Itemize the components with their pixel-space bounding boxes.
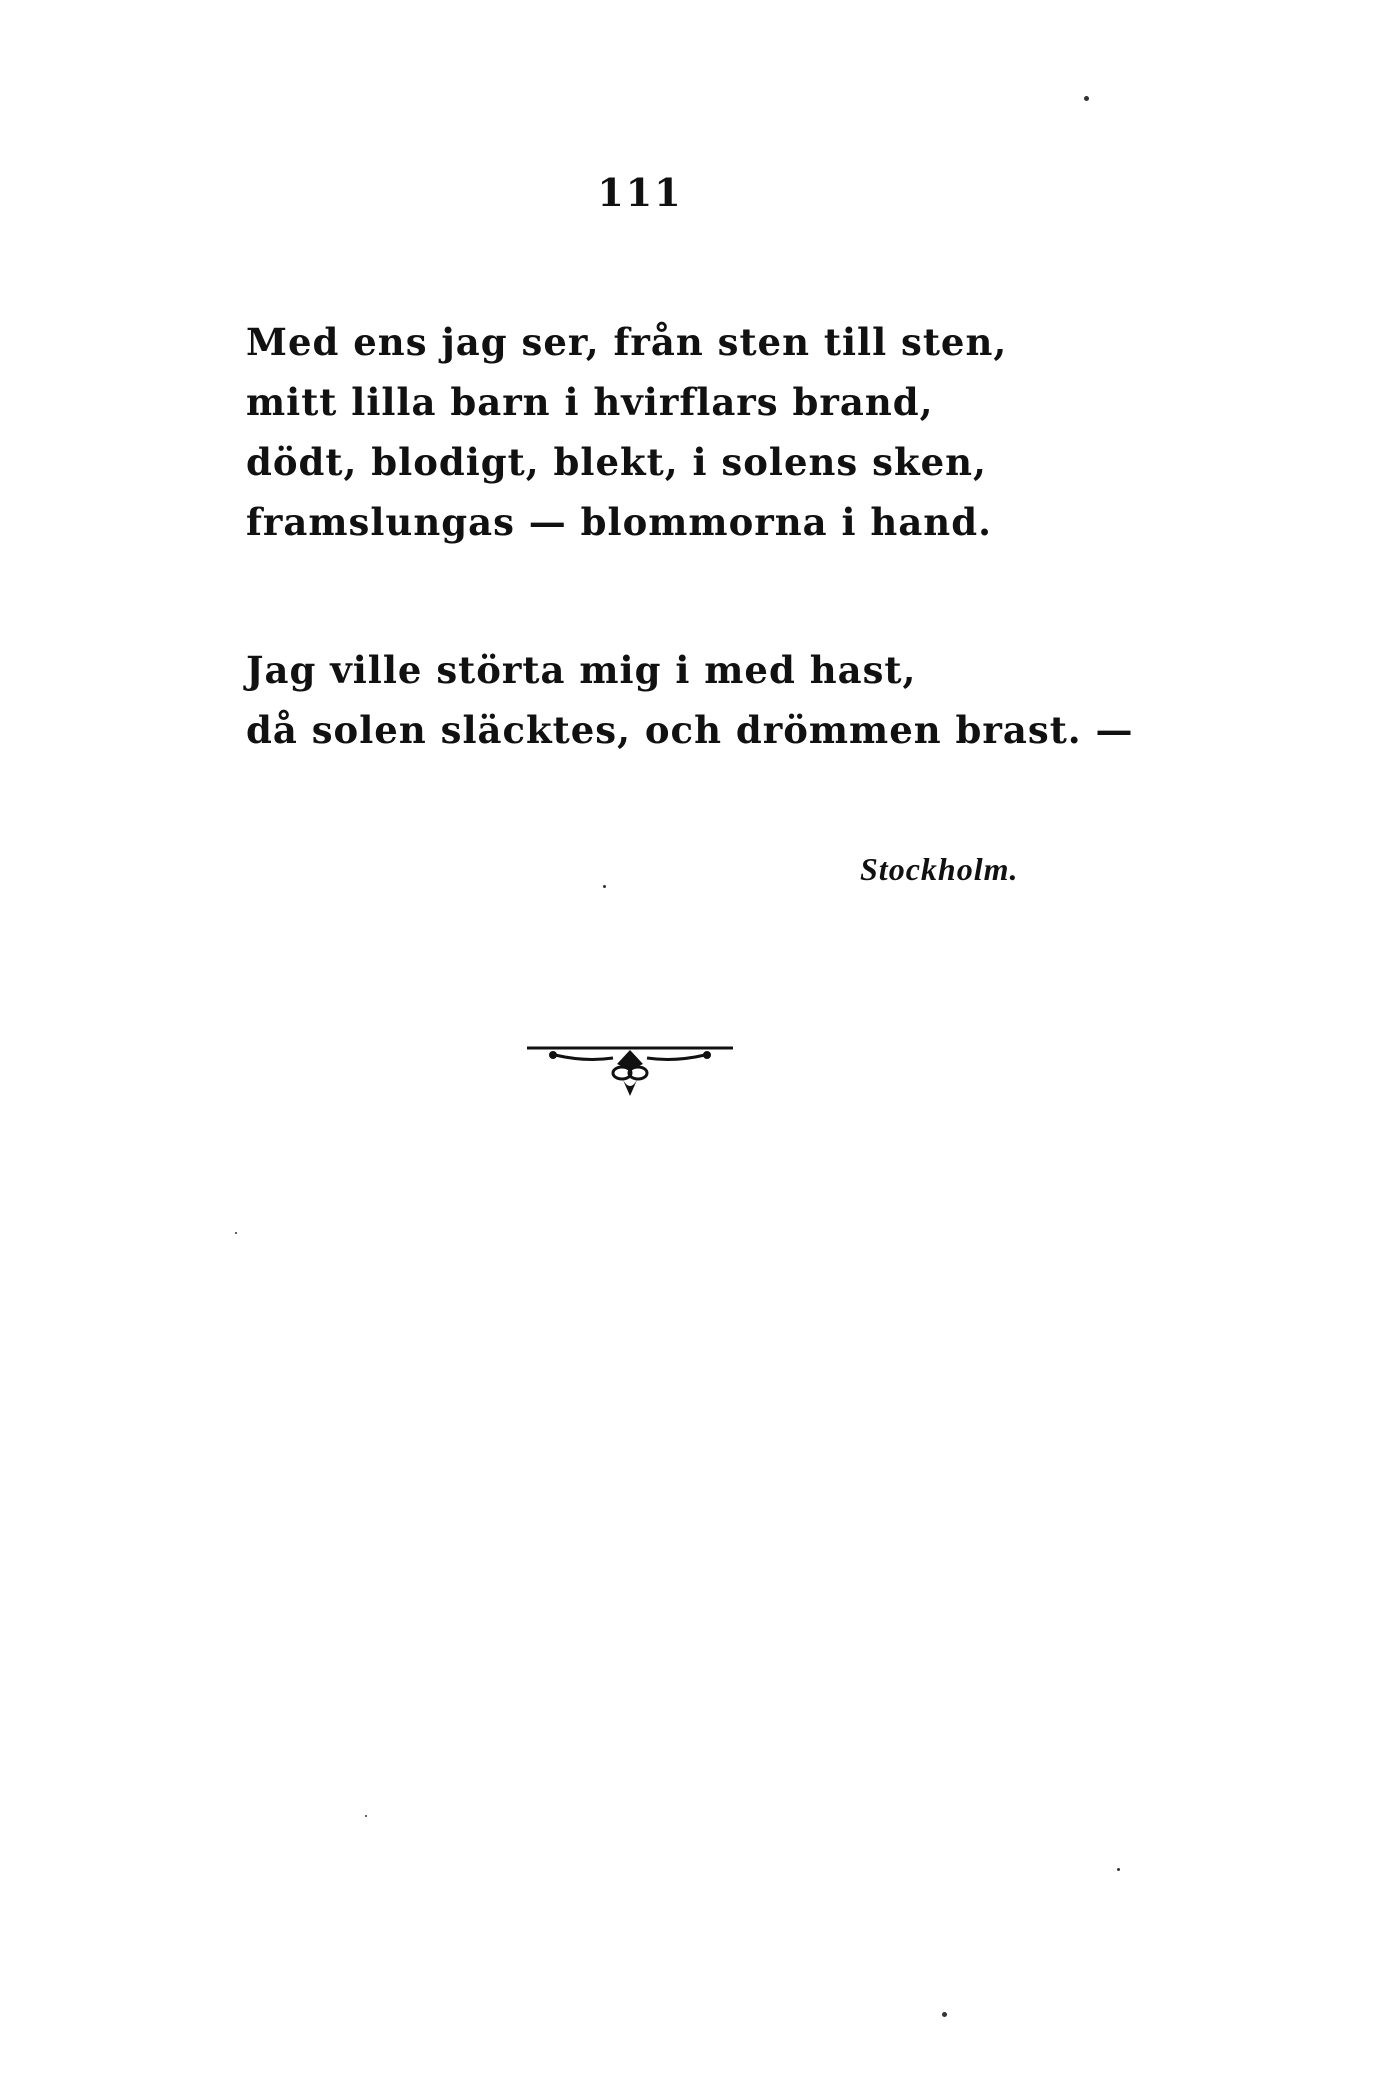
print-speck: [1084, 96, 1089, 101]
poem-line: Jag ville störta mig i med hast,: [246, 648, 917, 692]
print-speck: [1117, 1868, 1120, 1871]
stanza-1: [246, 312, 1007, 552]
print-speck: [235, 1232, 237, 1234]
poem-line: Med ens jag ser, från sten till sten,: [246, 320, 1008, 364]
place-signature: Stockholm.: [860, 851, 1019, 887]
print-speck: [942, 2012, 947, 2017]
print-speck: [365, 1815, 367, 1817]
poem-line: framslungas — blommorna i hand.: [246, 500, 992, 544]
fleuron-tailpiece-icon: [525, 1040, 735, 1110]
poem-line: dödt, blodigt, blekt, i solens sken,: [246, 440, 987, 484]
poem-line: mitt lilla barn i hvirflars brand,: [246, 380, 934, 424]
stanza-2: [246, 640, 1134, 760]
poem-line: då solen släcktes, och drömmen brast. —: [246, 708, 1134, 752]
print-speck: [603, 885, 606, 888]
page-number: 111: [597, 170, 683, 215]
